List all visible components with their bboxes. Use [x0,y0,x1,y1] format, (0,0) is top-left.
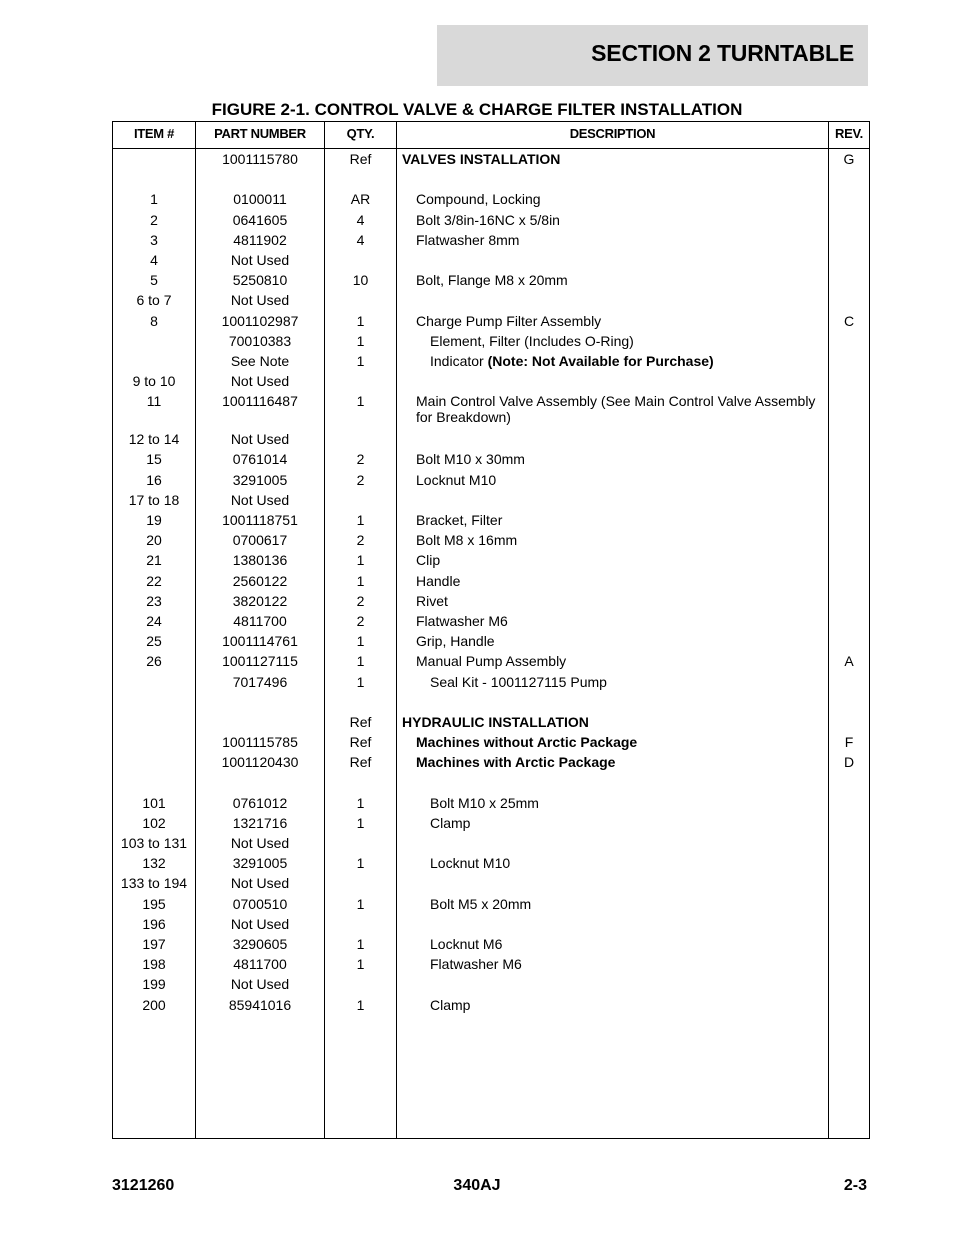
qty-cell: Ref [349,754,372,771]
rev-cell [829,772,869,774]
rev-cell [829,210,869,212]
qty-cell: 1 [356,855,365,872]
item-number-cell: 4 [150,251,158,268]
item-number-cell: 19 [146,512,162,528]
item-number-cell: 16 [146,471,162,488]
rev-cell [829,692,869,694]
qty-cell: 2 [356,592,365,609]
table-row [113,470,869,490]
table-row [113,813,869,833]
table-row [113,571,869,591]
item-number-cell: 26 [146,653,162,670]
description-cell [397,712,828,730]
qty-cell: 1 [356,895,365,912]
column-header-rev: REV. [835,126,863,141]
part-number-cell: 1001115785 [222,734,298,751]
description-cell [397,853,828,871]
part-number-cell: 3291005 [232,471,288,488]
description-cell [397,995,828,1013]
description-text: HYDRAULIC INSTALLATION [402,713,589,730]
description-text: Manual Pump Assembly [416,653,567,670]
part-number-cell: 3820122 [232,592,288,609]
description-cell [397,591,828,609]
part-number-cell: Not Used [230,292,290,309]
item-number-cell [113,732,195,734]
item-number-cell [113,772,195,774]
rev-cell [829,571,869,573]
part-number-cell: 0761014 [232,451,288,468]
description-cell [397,189,828,207]
item-number-cell: 8 [150,312,158,329]
description-cell [397,894,828,912]
rev-cell [829,995,869,997]
table-row [113,149,869,169]
table-row [113,974,869,994]
qty-cell: 1 [356,814,365,831]
part-number-cell [196,712,324,714]
rev-cell [829,672,869,674]
description-text: Locknut M10 [416,471,497,488]
item-number-cell: 6 to 7 [136,292,172,309]
part-number-cell: 1321716 [232,814,288,831]
description-cell [397,311,828,329]
table-row [113,311,869,331]
description-text: Compound, Locking [416,191,541,208]
part-number-cell: 0700510 [232,895,288,912]
table-row [113,550,869,570]
qty-cell: 1 [356,956,365,973]
part-number-cell: Not Used [230,431,290,448]
item-number-cell [113,672,195,674]
item-number-cell: 21 [146,552,162,569]
parts-table [112,121,870,1139]
item-number-cell: 196 [142,915,166,932]
rev-cell [829,591,869,593]
description-text: Indicator [430,352,488,369]
item-number-cell: 102 [142,814,166,831]
description-text: Bolt, Flange M8 x 20mm [416,272,568,289]
qty-cell: Ref [349,734,372,751]
qty-cell: 1 [356,794,365,811]
part-number-cell: 1001120430 [221,754,299,771]
table-row [113,772,869,792]
description-cell [397,449,828,467]
table-row [113,331,869,351]
description-cell [397,571,828,589]
part-number-cell: 0700617 [232,532,288,549]
footer-doc-number: 3121260 [112,1177,175,1194]
rev-cell [829,833,869,835]
footer-model: 340AJ [453,1177,501,1194]
item-number-cell [113,169,195,171]
table-row [113,894,869,914]
part-number-cell: 4811700 [233,956,287,973]
description-cell [397,510,828,528]
part-number-cell: 4811902 [233,231,287,248]
part-number-cell: Not Used [230,373,290,390]
qty-cell: 4 [356,211,365,228]
footer-page-number: 2-3 [843,1177,867,1194]
rev-cell [829,873,869,875]
description-cell [397,934,828,952]
qty-cell [325,169,396,171]
item-number-cell: 1 [150,191,158,208]
part-number-cell: 3290605 [232,935,288,952]
item-number-cell: 23 [146,592,162,609]
table-row [113,954,869,974]
part-number-cell: 7017496 [232,673,288,690]
item-number-cell: 9 to 10 [132,373,176,390]
qty-cell: 1 [356,633,365,650]
rev-cell [829,351,869,353]
table-row [113,490,869,510]
description-cell [397,331,828,349]
part-number-cell: Not Used [230,915,290,932]
description-cell [397,351,828,369]
rev-cell [829,470,869,472]
item-number-cell: 22 [146,572,162,589]
qty-cell: 2 [356,612,365,629]
table-row [113,391,869,429]
rev-cell [829,391,869,393]
rev-cell [829,449,869,451]
qty-cell: 2 [356,451,365,468]
qty-cell: 1 [356,312,365,329]
description-cell [397,974,828,976]
rev-cell [829,510,869,512]
description-text: Clamp [430,996,471,1013]
rev-cell [829,631,869,633]
part-number-cell: 5250810 [232,272,288,289]
description-text: Grip, Handle [416,633,495,650]
part-number-cell: See Note [230,352,290,369]
table-row [113,530,869,550]
description-cell [397,873,828,875]
part-number-cell: 1001102987 [221,312,299,329]
table-row [113,752,869,772]
part-number-cell: 1001116487 [222,393,298,410]
table-row [113,934,869,954]
description-cell [397,290,828,292]
qty-cell: 2 [356,471,365,488]
table-row [113,290,869,310]
column-header-description: DESCRIPTION [569,126,656,141]
item-number-cell: 197 [142,935,166,952]
description-cell [397,550,828,568]
description-text: Handle [416,572,461,589]
description-cell [397,672,828,690]
qty-cell: 1 [356,332,365,349]
table-row [113,169,869,189]
description-text: Main Control Valve Assembly (See Main Control Valve Assembly for Breakdown) [416,393,816,426]
description-text: Bolt M10 x 30mm [416,451,525,468]
item-number-cell: 20 [146,532,162,549]
table-row [113,692,869,712]
qty-cell: Ref [349,713,372,730]
table-row [113,210,869,230]
description-text: Bolt M8 x 16mm [416,532,518,549]
item-number-cell: 17 to 18 [128,491,180,508]
description-text: Flatwasher M6 [416,612,508,629]
description-cell [397,732,828,750]
rev-cell [829,429,869,431]
item-number-cell: 24 [146,612,162,629]
part-number-cell: 4811700 [233,612,287,629]
qty-cell [325,250,396,252]
rev-cell: G [843,151,855,167]
item-number-cell [113,692,195,694]
table-row [113,833,869,853]
description-text: Bracket, Filter [416,512,503,528]
table-row [113,591,869,611]
rev-cell [829,230,869,232]
rev-cell [829,853,869,855]
rev-cell [829,290,869,292]
table-header [113,122,869,149]
qty-cell [325,833,396,835]
part-number-cell: 1001118751 [222,512,298,528]
rev-cell [829,169,869,171]
qty-cell [325,490,396,492]
table-row [113,793,869,813]
table-row [113,995,869,1015]
table-row [113,230,869,250]
part-number-cell [196,169,324,171]
table-row [113,873,869,893]
part-number-cell: 0641605 [232,211,288,228]
rev-cell [829,530,869,532]
section-header [437,25,868,86]
table-row [113,250,869,270]
column-header-qty: QTY. [346,126,375,141]
table-row [113,611,869,631]
rev-cell [829,712,869,714]
rev-cell [829,914,869,916]
part-number-cell: 85941016 [228,996,292,1013]
part-number-cell: 70010383 [228,332,292,349]
description-cell [397,391,828,425]
rev-cell: A [844,653,854,670]
table-row [113,449,869,469]
rev-cell: D [843,754,855,771]
table-row [113,189,869,209]
table-row [113,914,869,934]
description-cell [397,169,828,171]
table-row [113,510,869,530]
description-cell [397,692,828,694]
table-row [113,371,869,391]
qty-cell [325,873,396,875]
part-number-cell [196,692,324,694]
description-text: Bolt M5 x 20mm [430,895,532,912]
column-header-part-number: PART NUMBER [214,126,306,141]
table-row [113,732,869,752]
description-cell [397,833,828,835]
rev-cell [829,270,869,272]
part-number-cell: 2560122 [232,572,288,589]
qty-cell: 4 [356,231,365,248]
item-number-cell: 198 [142,956,166,973]
qty-cell: 1 [356,653,365,670]
item-number-cell [113,149,195,151]
qty-cell [325,429,396,431]
item-number-cell: 103 to 131 [120,835,188,851]
qty-cell: Ref [349,151,372,167]
part-number-cell: 1380136 [232,552,288,569]
description-text: Locknut M6 [430,935,503,952]
rev-cell [829,974,869,976]
description-text: Machines with Arctic Package [416,754,616,771]
table-row [113,351,869,371]
description-text: Bolt 3/8in-16NC x 5/8in [416,211,560,228]
item-number-cell: 101 [142,794,166,811]
part-number-cell: 1001127115 [222,653,298,670]
description-text: Machines without Arctic Package [416,734,638,751]
qty-cell [325,974,396,976]
item-number-cell: 15 [146,451,162,468]
table-row [113,631,869,651]
part-number-cell: 3291005 [232,855,288,872]
rev-cell [829,894,869,896]
table-row [113,853,869,873]
part-number-cell: Not Used [230,835,290,851]
description-cell [397,530,828,548]
figure-title: FIGURE 2-1. CONTROL VALVE & CHARGE FILTER INSTALLATION [211,100,743,119]
item-number-cell [113,752,195,754]
description-cell [397,490,828,492]
qty-cell [325,371,396,373]
table-body [113,149,869,1015]
description-cell [397,250,828,252]
part-number-cell: 0100011 [233,191,287,208]
item-number-cell: 25 [146,633,162,650]
rev-cell [829,371,869,373]
table-row [113,429,869,449]
rev-cell [829,331,869,333]
rev-cell: C [843,312,855,329]
section-title: SECTION 2 TURNTABLE [591,40,854,66]
rev-cell [829,793,869,795]
item-number-cell: 200 [142,996,166,1013]
description-text: Bolt M10 x 25mm [430,794,539,811]
description-text: Flatwasher 8mm [416,231,520,248]
description-cell [397,470,828,488]
qty-cell: 1 [356,996,365,1013]
item-number-cell: 2 [150,211,158,228]
table-row [113,712,869,732]
part-number-cell: 1001114761 [222,633,298,650]
item-number-cell: 195 [142,895,166,912]
item-number-cell [113,331,195,333]
rev-cell [829,954,869,956]
item-number-cell: 12 to 14 [128,431,180,448]
rev-cell [829,490,869,492]
item-number-cell [113,351,195,353]
description-text: Element, Filter (Includes O-Ring) [430,332,634,349]
column-header-item: ITEM # [133,126,175,141]
qty-cell: 1 [356,552,365,569]
qty-cell [325,914,396,916]
rev-cell [829,813,869,815]
description-cell [397,210,828,228]
qty-cell: 2 [356,532,365,549]
description-cell [397,149,828,167]
table-row [113,270,869,290]
qty-cell: 10 [352,272,369,289]
rev-cell [829,189,869,191]
table-row [113,672,869,692]
description-text: Locknut M10 [430,855,511,872]
item-number-cell: 132 [142,855,166,872]
description-cell [397,914,828,916]
part-number-cell: Not Used [230,251,290,268]
rev-cell [829,550,869,552]
table-row [113,651,869,671]
qty-cell [325,772,396,774]
rev-cell: F [844,734,854,751]
part-number-cell: Not Used [230,976,290,993]
description-cell [397,371,828,373]
description-text: Seal Kit - 1001127115 Pump [430,673,607,690]
description-text: VALVES INSTALLATION [402,151,561,167]
qty-cell [325,692,396,694]
qty-cell: 1 [356,935,365,952]
description-cell [397,772,828,774]
qty-cell: 1 [356,673,365,690]
description-cell [397,429,828,431]
part-number-cell: Not Used [230,875,290,892]
description-cell [397,793,828,811]
qty-cell: 1 [356,393,365,410]
description-text: Clip [416,552,441,569]
part-number-cell: 1001115780 [222,151,298,167]
item-number-cell: 5 [150,272,158,289]
item-number-cell: 3 [150,231,158,248]
rev-cell [829,611,869,613]
item-number-cell [113,712,195,714]
part-number-cell: 0761012 [232,794,288,811]
description-cell [397,230,828,248]
qty-cell [325,290,396,292]
part-number-cell: Not Used [230,491,290,508]
description-cell [397,270,828,288]
description-cell [397,752,828,770]
item-number-cell: 199 [142,976,166,993]
description-text: Flatwasher M6 [430,956,522,973]
description-text: Clamp [430,814,471,831]
item-number-cell: 133 to 194 [120,875,188,892]
description-text: Charge Pump Filter Assembly [416,312,602,329]
item-number-cell: 11 [146,393,162,410]
qty-cell: 1 [356,512,365,528]
description-cell [397,611,828,629]
qty-cell: 1 [356,352,365,369]
description-note: (Note: Not Available for Purchase) [487,352,714,369]
qty-cell: AR [350,191,371,208]
part-number-cell [196,772,324,774]
description-cell [397,651,828,669]
rev-cell [829,934,869,936]
description-cell [397,631,828,649]
description-text: Rivet [416,592,448,609]
rev-cell [829,250,869,252]
qty-cell: 1 [356,572,365,589]
description-cell [397,813,828,831]
description-cell [397,954,828,972]
